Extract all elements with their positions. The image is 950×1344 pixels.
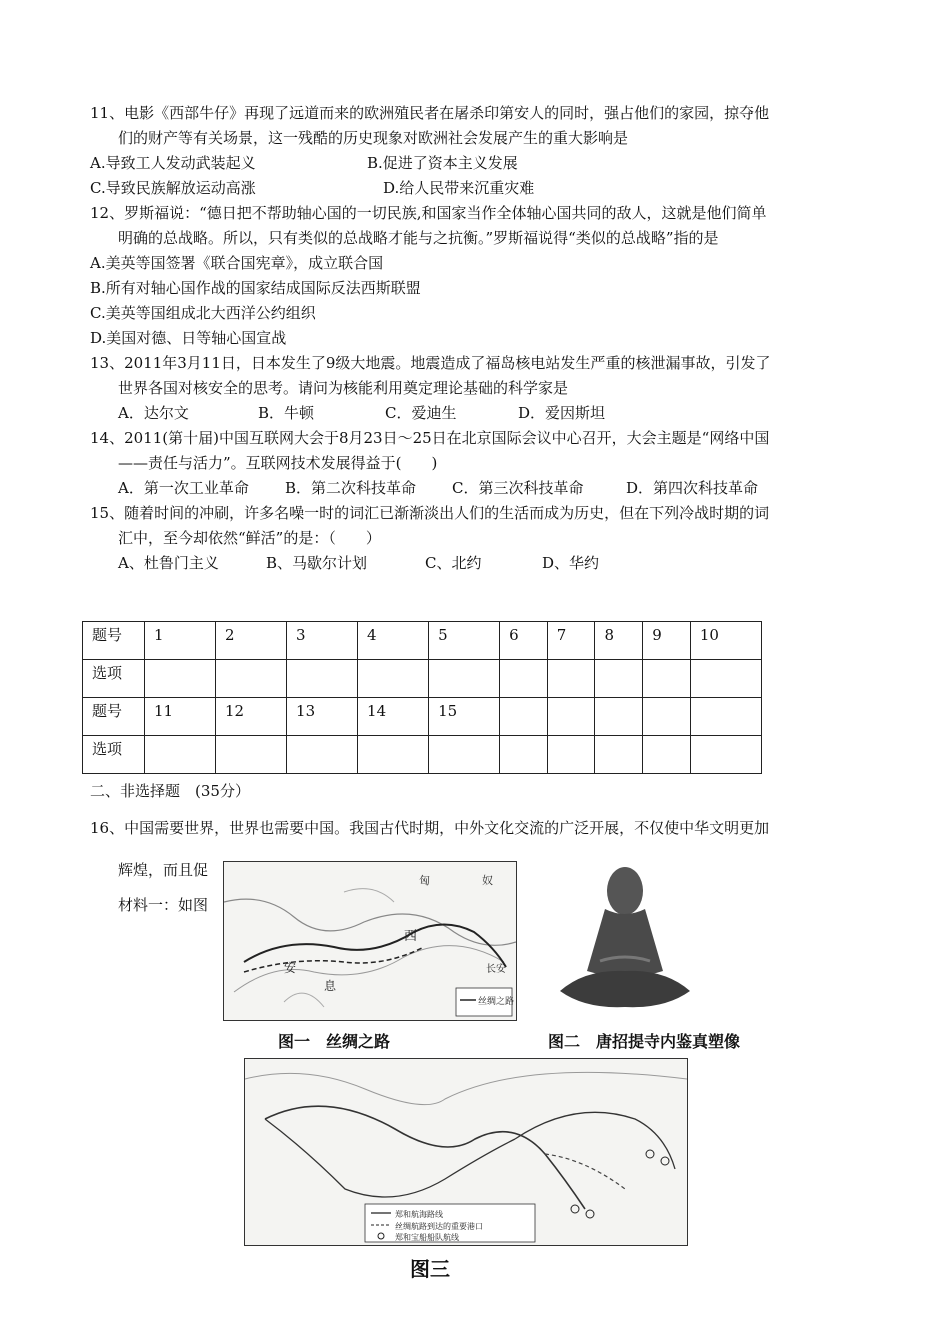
answer-cell[interactable] [145,660,216,698]
q15-stem-line1: 15、随着时间的冲刷，许多名噪一时的词汇已渐渐淡出人们的生活而成为历史，但在下列冷战时期的词 [90,504,770,522]
table-cell: 2 [216,622,287,660]
answer-cell[interactable] [358,660,429,698]
q14-option-c: C．第三次科技革命 [452,479,584,497]
table-cell: 选项 [83,736,145,774]
q11-option-d: D.给人民带来沉重灾难 [383,179,535,197]
statue-graphic [555,861,695,1011]
table-cell [595,698,643,736]
q14-stem-line1: 14、2011(第十届)中国互联网大会于8月23日～25日在北京国际会议中心召开，大会主题是“网络中国 [90,429,770,447]
table-cell: 3 [287,622,358,660]
table-cell: 14 [358,698,429,736]
answer-table [82,621,762,774]
q12-option-c: C.美英等国组成北大西洋公约组织 [90,304,316,322]
jianzhen-statue-image [555,861,695,1011]
table-cell [643,736,691,774]
section-heading: 二、非选择题 (35分） [90,782,250,800]
answer-cell[interactable] [547,660,595,698]
map-legend-label: 郑和航海路线 [395,1210,443,1219]
q11-stem-line1: 11、电影《西部牛仔》再现了远道而来的欧洲殖民者在屠杀印第安人的同时，强占他们的家园，掠夺他 [90,104,770,122]
table-cell: 1 [145,622,216,660]
q12-option-a: A.美英等国签署《联合国宪章》，成立联合国 [90,254,384,272]
map-legend-label: 丝绸航路到达的重要港口 [395,1222,483,1231]
map-graphic [245,1059,687,1245]
table-cell: 12 [216,698,287,736]
q11-option-a: A.导致工人发动武装起义 [90,154,256,172]
answer-cell[interactable] [500,660,548,698]
table-cell: 题号 [83,698,145,736]
q13-option-c: C．爱迪生 [385,404,457,422]
table-cell [690,698,761,736]
table-cell [500,698,548,736]
q16-stem-line2: 辉煌，而且促 [118,861,209,879]
map-label: 匈 [419,874,430,887]
answer-cell[interactable] [216,736,287,774]
answer-cell[interactable] [429,660,500,698]
table-cell [595,736,643,774]
table-cell: 4 [358,622,429,660]
q12-stem-line1: 12、罗斯福说：“德日把不帮助轴心国的一切民族,和国家当作全体轴心国共同的敌人，这就是他们简单 [90,204,767,222]
q15-stem-line2: 汇中，至今却依然“鲜活”的是：（ ） [118,529,381,547]
zheng-he-voyage-map [244,1058,688,1246]
q13-stem-line1: 13、2011年3月11日，日本发生了9级大地震。地震造成了福岛核电站发生严重的核泄漏事故，引发了 [90,354,771,372]
q12-stem-line2: 明确的总战略。所以，只有类似的总战略才能与之抗衡。”罗斯福说得“类似的总战略”指的是 [118,229,719,247]
map-graphic [224,862,516,1020]
answer-cell[interactable] [358,736,429,774]
table-cell [547,698,595,736]
map-label: 奴 [482,874,493,887]
q12-option-b: B.所有对轴心国作战的国家结成国际反法西斯联盟 [90,279,421,297]
q16-stem-line1: 16、中国需要世界，世界也需要中国。我国古代时期，中外文化交流的广泛开展，不仅使中华文明更加 [90,819,770,837]
map-label: 安 [284,961,297,975]
answer-cell[interactable] [216,660,287,698]
answer-cell[interactable] [690,660,761,698]
table-cell: 8 [595,622,643,660]
table-cell: 选项 [83,660,145,698]
map-label: 息 [324,979,337,993]
q15-option-d: D、华约 [542,554,600,572]
table-cell: 15 [429,698,500,736]
answer-cell[interactable] [595,660,643,698]
table-row [83,622,762,660]
q11-option-b: B.促进了资本主义发展 [367,154,518,172]
figure3-caption: 图三 [410,1257,450,1281]
q13-option-b: B．牛顿 [258,404,315,422]
q14-option-a: A．第一次工业革命 [118,479,249,497]
figure1-caption: 图一 丝绸之路 [278,1032,391,1051]
q14-option-d: D．第四次科技革命 [626,479,759,497]
map-legend-label: 郑和宝船船队航线 [395,1233,459,1242]
q15-option-a: A、杜鲁门主义 [118,554,219,572]
table-cell: 6 [500,622,548,660]
answer-cell[interactable] [145,736,216,774]
map-label: 长安 [486,964,506,975]
q14-option-b: B．第二次科技革命 [285,479,417,497]
table-row [83,736,762,774]
table-cell: 7 [547,622,595,660]
q13-option-d: D．爱因斯坦 [518,404,606,422]
table-row [83,660,762,698]
table-cell: 10 [690,622,761,660]
q14-stem-line2: ——责任与活力”。互联网技术发展得益于( ) [118,454,438,472]
map-legend-label: 丝绸之路 [478,997,515,1007]
table-cell [547,736,595,774]
table-cell [690,736,761,774]
q13-stem-line2: 世界各国对核安全的思考。请问为核能利用奠定理论基础的科学家是 [118,379,569,397]
silk-road-map [223,861,517,1021]
map-label: 西 [404,929,418,944]
q15-option-c: C、北约 [425,554,482,572]
q13-option-a: A．达尔文 [118,404,189,422]
table-row [83,698,762,736]
q11-option-c: C.导致民族解放运动高涨 [90,179,256,197]
table-cell: 5 [429,622,500,660]
q15-option-b: B、马歇尔计划 [266,554,368,572]
q11-stem-line2: 们的财产等有关场景，这一残酷的历史现象对欧洲社会发展产生的重大影响是 [118,129,629,147]
answer-cell[interactable] [429,736,500,774]
q16-material-one: 材料一：如图 [118,896,209,914]
table-cell: 9 [643,622,691,660]
table-cell [643,698,691,736]
table-cell [500,736,548,774]
q12-option-d: D.美国对德、日等轴心国宣战 [90,329,287,347]
table-cell: 题号 [83,622,145,660]
answer-cell[interactable] [287,660,358,698]
answer-cell[interactable] [643,660,691,698]
table-cell: 11 [145,698,216,736]
figure2-caption: 图二 唐招提寺内鉴真塑像 [548,1032,741,1051]
answer-cell[interactable] [287,736,358,774]
table-cell: 13 [287,698,358,736]
